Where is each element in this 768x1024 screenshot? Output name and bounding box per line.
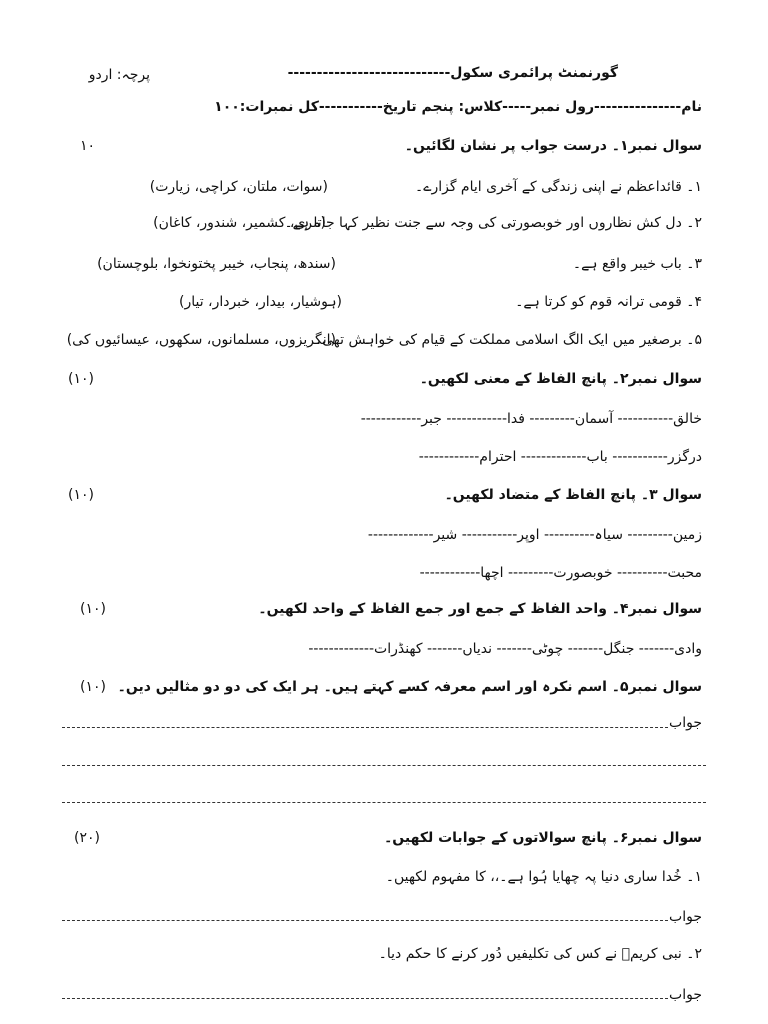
q1-item-4-options: (ہوشیار، بیدار، خبردار، تیار): [178, 294, 342, 310]
q6-answer-line-1[interactable]: [62, 920, 668, 921]
q1-item-4: ۴۔ قومی ترانہ قوم کو کرتا ہے۔: [515, 294, 702, 310]
q3-word-row-2: محبت---------- خوبصورت--------- اچھا------------: [419, 565, 702, 581]
q2-word-row-2: درگزر----------- باب------------- احترام------------: [418, 449, 702, 465]
question-4-title: سوال نمبر۴۔ واحد الفاظ کے جمع اور جمع الفاظ کے واحد لکھیں۔: [258, 601, 702, 617]
q4-word-row-1: وادی------- جنگل------- چوٹی------- ندیاں------- کھنڈرات-------------: [308, 641, 702, 657]
question-6-marks: (۲۰): [74, 830, 100, 846]
q5-answer-line-2[interactable]: [62, 765, 706, 766]
q6-sub-question-2: ۲۔ نبی کریمؐ نے کس کی تکلیفیں دُور کرنے کا حکم دیا۔: [378, 946, 702, 962]
q6-answer-label-2: جواب: [669, 987, 702, 1003]
q3-word-row-1: زمین--------- سیاہ---------- اوپر----------- شیر-------------: [367, 527, 702, 543]
question-1-marks: ۱۰: [80, 138, 96, 154]
question-5-title: سوال نمبر۵۔ اسم نکرہ اور اسم معرفہ کسے کہتے ہیں۔ ہر ایک کی دو دو مثالیں دیں۔: [117, 679, 702, 695]
q6-answer-line-2[interactable]: [62, 998, 668, 999]
question-3-title: سوال ۳۔ پانچ الفاظ کے متضاد لکھیں۔: [444, 487, 702, 503]
q6-answer-label-1: جواب: [669, 909, 702, 925]
q5-answer-line-1[interactable]: [62, 727, 668, 728]
student-info-line: نام---------------رول نمبر-----کلاس: پنجم تاریخ-----------کل نمبرات:۱۰۰: [214, 99, 702, 115]
q1-item-3-options: (سندھ، پنجاب، خیبر پختونخوا، بلوچستان): [97, 256, 336, 272]
q1-item-2-options: (مری، کشمیر، شندور، کاغان): [153, 215, 326, 231]
q6-sub-question-1: ۱۔ خُدا ساری دنیا پہ چھایا ہُوا ہے۔،، کا مفہوم لکھیں۔: [385, 869, 702, 885]
q2-word-row-1: خالق----------- آسمان--------- فدا------------ جبر------------: [360, 411, 702, 427]
question-3-marks: (۱۰): [68, 487, 94, 503]
subject-label: پرچہ: اردو: [88, 67, 150, 83]
question-5-marks: (۱۰): [80, 679, 106, 695]
q5-answer-label: جواب: [669, 715, 702, 731]
q1-item-5: ۵۔ برصغیر میں ایک الگ اسلامی مملکت کے قیام کی خواہش تھی۔: [313, 332, 702, 348]
q5-answer-line-3[interactable]: [62, 802, 706, 803]
q1-item-1: ۱۔ قائداعظم نے اپنی زندگی کے آخری ایام گزارے۔: [415, 179, 702, 195]
question-6-title: سوال نمبر۶۔ پانچ سوالاتوں کے جوابات لکھیں۔: [384, 830, 702, 846]
question-4-marks: (۱۰): [80, 601, 106, 617]
q1-item-2: ۲۔ دل کش نظاروں اور خوبصورتی کی وجہ سے جنت نظیر کہا جاتا ہے۔: [284, 215, 702, 231]
q1-item-5-options: (انگریزوں، مسلمانوں، سکھوں، عیسائیوں کی): [66, 332, 336, 348]
q1-item-1-options: (سوات، ملتان، کراچی، زیارت): [149, 179, 328, 195]
q1-item-3: ۳۔ باب خیبر واقع ہے۔: [572, 256, 702, 272]
question-2-title: سوال نمبر۲۔ پانچ الفاظ کے معنی لکھیں۔: [419, 371, 702, 387]
question-1-title: سوال نمبر۱۔ درست جواب پر نشان لگائیں۔: [404, 138, 702, 154]
question-2-marks: (۱۰): [68, 371, 94, 387]
school-title: گورنمنٹ پرائمری سکول----------------------------: [287, 65, 618, 81]
